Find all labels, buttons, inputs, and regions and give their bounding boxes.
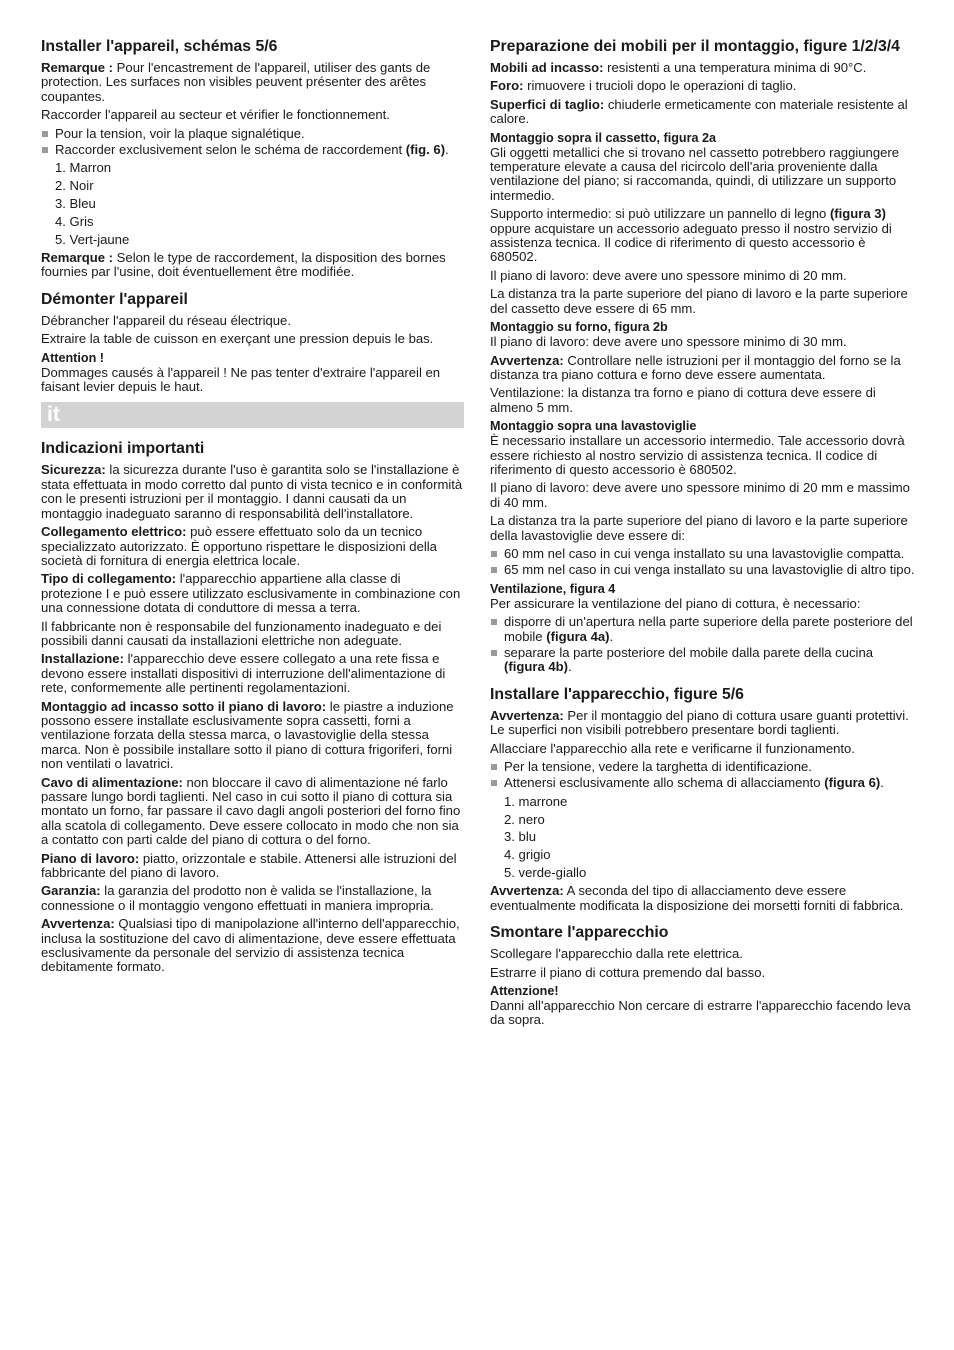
paragraph: Scollegare l'apparecchio dalla rete elettrica. — [490, 946, 743, 962]
list-item-text: Per la tensione, vedere la targhetta di identificazione. — [504, 759, 812, 775]
info-label: Montaggio ad incasso sotto il piano di lavoro: — [41, 698, 327, 714]
paragraph: Allacciare l'apparecchio alla rete e verificarne il funzionamento. — [490, 740, 855, 756]
info-text: chiuderle ermeticamente con materiale resistente al calore. — [490, 96, 908, 127]
bullet-square-icon — [491, 650, 497, 656]
warning-text: A seconda del tipo di allacciamento deve essere eventualmente modificata la disposizione dei morsetti forniti di fabbrica. — [490, 883, 904, 913]
info-label: Mobili ad incasso: — [490, 60, 604, 75]
list-item-text: 60 mm nel caso in cui venga installato su una lavastoviglie compatta. — [504, 545, 905, 561]
info-text: non bloccare il cavo di alimentazione né farlo passare lungo bordi taglienti. Nel caso in cui sotto il piano di cottura sia montato un forno, far passare il cavo dagli angoli posteriori del forno fino alla scatola di collegamento. Deve essere collocato in modo che non sia a contatto con parti calde del piano di cottura o del forno. — [41, 774, 461, 848]
bullet-square-icon — [491, 567, 497, 573]
info-label: Tipo di collegamento: — [41, 571, 177, 587]
figure-ref: (fig. 6) — [405, 142, 446, 158]
info-text: la garanzia del prodotto non è valida se l'installazione, la connessione o il montaggio vengono effettuati in maniera impropria. — [41, 883, 434, 913]
bullet-list — [490, 547, 915, 578]
warning-label: Avvertenza: — [490, 883, 564, 899]
warning-paragraph — [490, 709, 915, 738]
figure-ref: (figura 6) — [824, 775, 881, 791]
info-paragraph — [41, 852, 464, 881]
info-paragraph — [490, 98, 915, 127]
numbered-item: 3. blu — [504, 829, 537, 845]
info-label: Avvertenza: — [41, 916, 115, 932]
list-item-text: disporre di un'apertura nella parte superiore della parete posteriore del mobile — [504, 614, 913, 644]
figure-ref: (figura 4a) — [546, 628, 610, 644]
warning-label: Avvertenza: — [490, 707, 564, 723]
numbered-item: 2. nero — [504, 811, 545, 827]
paragraph-text: oppure acquistare un accessorio adeguato presso il nostro servizio di assistenza tecnica. Il codice di riferimento di questo accessorio è 680502. — [490, 220, 892, 265]
section-title-install-it: Installare l'apparecchio, figure 5/6 — [490, 685, 744, 703]
info-label: Sicurezza: — [41, 462, 106, 478]
figure-ref: (figura 3) — [829, 206, 886, 222]
paragraph: Il piano di lavoro: deve avere uno spessore minimo di 20 mm e massimo di 40 mm. — [490, 480, 910, 510]
info-paragraph — [41, 917, 464, 975]
info-text: Qualsiasi tipo di manipolazione all'interno dell'apparecchio, inclusa la sostituzione del cavo di alimentazione, deve essere effettuata esclusivamente da personale del servizio di assistenza tecnica debitamente formato. — [41, 916, 460, 975]
warning-paragraph — [490, 354, 915, 383]
bullet-list — [490, 615, 915, 675]
paragraph: Raccorder l'appareil au secteur et vérifier le fonctionnement. — [41, 107, 390, 123]
paragraph — [490, 207, 915, 265]
list-item — [490, 547, 915, 561]
bullet-square-icon — [491, 764, 497, 770]
section-title-remove-fr: Démonter l'appareil — [41, 290, 188, 308]
paragraph: La distanza tra la parte superiore del piano di lavoro e la parte superiore della lavastoviglie deve essere di: — [490, 513, 908, 543]
info-paragraph — [41, 884, 464, 913]
remark-label: Remarque : — [41, 250, 114, 266]
paragraph-text: Supporto intermedio: si può utilizzare un pannello di legno — [490, 206, 830, 222]
numbered-item: 5. Vert-jaune — [55, 231, 130, 247]
list-item — [490, 615, 915, 644]
info-label: Piano di lavoro: — [41, 850, 140, 866]
paragraph: Extraire la table de cuisson en exerçant une pression depuis le bas. — [41, 331, 434, 347]
paragraph: È necessario installare un accessorio intermedio. Tale accessorio dovrà essere richiesto al nostro servizio di assistenza tecnica. Il codice di riferimento di questo accessorio è 680502. — [490, 433, 905, 477]
paragraph: Gli oggetti metallici che si trovano nel cassetto potrebbero raggiungere temperature elevate a causa del ricircolo dell'aria proveniente dalla ventilazione del piano; si raccomanda, quindi, di utilizzare un supporto intermedio. — [490, 144, 900, 203]
attention-text: Dommages causés à l'appareil ! Ne pas tenter d'extraire l'appareil en faisant levier depuis le haut. — [41, 364, 441, 395]
numbered-item: 1. marrone — [504, 793, 568, 809]
numbered-list — [490, 795, 915, 881]
paragraph: La distanza tra la parte superiore del piano di lavoro e la parte superiore del cassetto deve essere di 65 mm. — [490, 286, 908, 316]
warning-text: Controllare nelle istruzioni per il montaggio del forno se la distanza tra piano cottura e forno deve essere aumentata. — [490, 352, 901, 382]
list-item — [41, 127, 464, 141]
info-text: piatto, orizzontale e stabile. Attenersi alle istruzioni del fabbricante del piano di lavoro. — [41, 850, 457, 881]
info-text: Il fabbricante non è responsabile del funzionamento inadeguato e dei possibili danni causati da installazioni elettriche non adeguate. — [41, 618, 442, 648]
subsection-title-ventilation: Ventilazione, figura 4 — [490, 581, 616, 596]
list-item-text: . — [445, 142, 449, 158]
list-item — [41, 143, 464, 157]
info-paragraph — [41, 776, 464, 848]
list-item — [490, 646, 915, 675]
info-text: le piastre a induzione possono essere installate esclusivamente sopra cassetti, forni a ventilazione forzata della stessa marca, o lavastoviglie della stessa marca. Non è possibile installare sotto il piano di cottura frigoriferi, forni non ventilati o lavatrici. — [41, 698, 454, 772]
warning-label: Avvertenza: — [490, 352, 564, 368]
bullet-square-icon — [491, 551, 497, 557]
section-title-remove-it: Smontare l'apparecchio — [490, 924, 669, 942]
numbered-item: 1. Marron — [55, 160, 112, 176]
paragraph: Ventilazione: la distanza tra forno e piano di cottura deve essere di almeno 5 mm. — [490, 385, 876, 415]
list-item-text: Attenersi esclusivamente allo schema di allacciamento — [504, 775, 825, 791]
attention-text: Danni all'apparecchio Non cercare di estrarre l'apparecchio facendo leva da sopra. — [490, 998, 911, 1028]
info-text: l'apparecchio deve essere collegato a una rete fissa e devono essere installati dispositivi di interruzione dell'alimentazione di rete, conformemente alle pertinenti regolamentazioni. — [41, 651, 446, 696]
right-column — [490, 38, 915, 1032]
numbered-item: 5. verde-giallo — [504, 865, 587, 881]
info-text: resistenti a una temperatura minima di 90°C. — [603, 60, 867, 75]
list-item-text: . — [568, 659, 572, 675]
remark-paragraph — [41, 251, 464, 280]
language-code: it — [47, 403, 60, 427]
bullet-square-icon — [491, 780, 497, 786]
info-label: Installazione: — [41, 651, 124, 667]
list-item-text: Pour la tension, voir la plaque signalétique. — [55, 125, 305, 141]
list-item-text: separare la parte posteriore del mobile dalla parete della cucina — [504, 645, 874, 660]
info-text: la sicurezza durante l'uso è garantita solo se l'installazione è stata effettuata in modo corretto dal punto di vista tecnico e in conformità con le presenti istruzioni per il montaggio. I danni causati da un montaggio inadeguato saranno di responsabilità dell'installatore. — [41, 462, 463, 521]
remark-paragraph — [41, 61, 464, 104]
subsection-title-oven: Montaggio su forno, figura 2b — [490, 320, 668, 335]
paragraph: Débrancher l'appareil du réseau électrique. — [41, 312, 291, 328]
section-title-prep: Preparazione dei mobili per il montaggio, figure 1/2/3/4 — [490, 38, 900, 55]
list-item-text: . — [609, 628, 614, 644]
section-title-install-fr: Installer l'appareil, schémas 5/6 — [41, 38, 278, 55]
info-paragraph — [41, 652, 464, 695]
info-paragraph — [41, 463, 464, 521]
numbered-item: 4. Gris — [55, 213, 94, 229]
figure-ref: (figura 4b) — [504, 659, 569, 675]
info-paragraph — [41, 572, 464, 615]
bullet-list — [41, 127, 464, 158]
bullet-square-icon — [42, 131, 48, 137]
warning-text: Per il montaggio del piano di cottura usare guanti protettivi. Le superfici non visibili potrebbero presentare bordi taglienti. — [490, 707, 909, 738]
bullet-square-icon — [491, 619, 497, 625]
list-item-text: . — [880, 775, 884, 791]
info-paragraph — [490, 61, 915, 75]
list-item — [490, 760, 915, 774]
paragraph: Per assicurare la ventilazione del piano di cottura, è necessario: — [490, 595, 861, 611]
list-item — [490, 563, 915, 577]
subsection-title-dishwasher: Montaggio sopra una lavastoviglie — [490, 419, 697, 434]
section-title-important: Indicazioni importanti — [41, 440, 205, 458]
bullet-list — [490, 760, 915, 791]
paragraph: Il piano di lavoro: deve avere uno spessore minimo di 20 mm. — [490, 267, 847, 283]
list-item-text: 65 mm nel caso in cui venga installato su una lavastoviglie di altro tipo. — [504, 562, 915, 578]
numbered-item: 2. Noir — [55, 178, 94, 194]
info-paragraph — [41, 525, 464, 568]
info-label: Cavo di alimentazione: — [41, 774, 183, 790]
left-column — [41, 38, 464, 979]
paragraph: Il piano di lavoro: deve avere uno spessore minimo di 30 mm. — [490, 334, 847, 350]
info-paragraph — [490, 79, 915, 93]
info-text: rimuovere i trucioli dopo le operazioni di taglio. — [523, 78, 797, 94]
info-label: Collegamento elettrico: — [41, 524, 187, 540]
numbered-item: 3. Bleu — [55, 196, 96, 212]
info-paragraph — [41, 620, 464, 649]
info-text: può essere effettuato solo da un tecnico specializzato autorizzato. È opportuno rispettare le disposizioni della società di fornitura di energia elettrica locale. — [41, 524, 437, 568]
info-text: l'apparecchio appartiene alla classe di protezione I e può essere utilizzato esclusivamente in combinazione con una connessione dotata di conduttore di messa a terra. — [41, 571, 461, 616]
list-item-text: Raccorder exclusivement selon le schéma de raccordement — [55, 142, 406, 158]
info-label: Garanzia: — [41, 883, 101, 899]
info-label: Superfici di taglio: — [490, 96, 605, 112]
warning-paragraph — [490, 884, 915, 913]
bullet-square-icon — [42, 147, 48, 153]
remark-text: Selon le type de raccordement, la disposition des bornes fournies par l'usine, doit éventuellement être modifiée. — [41, 250, 446, 280]
paragraph: Estrarre il piano di cottura premendo dal basso. — [490, 964, 766, 980]
remark-text: Pour l'encastrement de l'appareil, utiliser des gants de protection. Les surfaces non visibles peuvent présenter des arêtes coupantes. — [41, 60, 431, 104]
attention-heading: Attention ! — [41, 350, 104, 365]
subsection-title-drawer: Montaggio sopra il cassetto, figura 2a — [490, 130, 717, 145]
remark-label: Remarque : — [41, 60, 114, 75]
list-item — [490, 776, 915, 790]
info-label: Foro: — [490, 78, 524, 94]
attention-heading: Attenzione! — [490, 984, 559, 999]
numbered-item: 4. grigio — [504, 847, 551, 863]
language-bar — [41, 402, 464, 428]
info-paragraph — [41, 700, 464, 772]
numbered-list — [41, 161, 464, 247]
